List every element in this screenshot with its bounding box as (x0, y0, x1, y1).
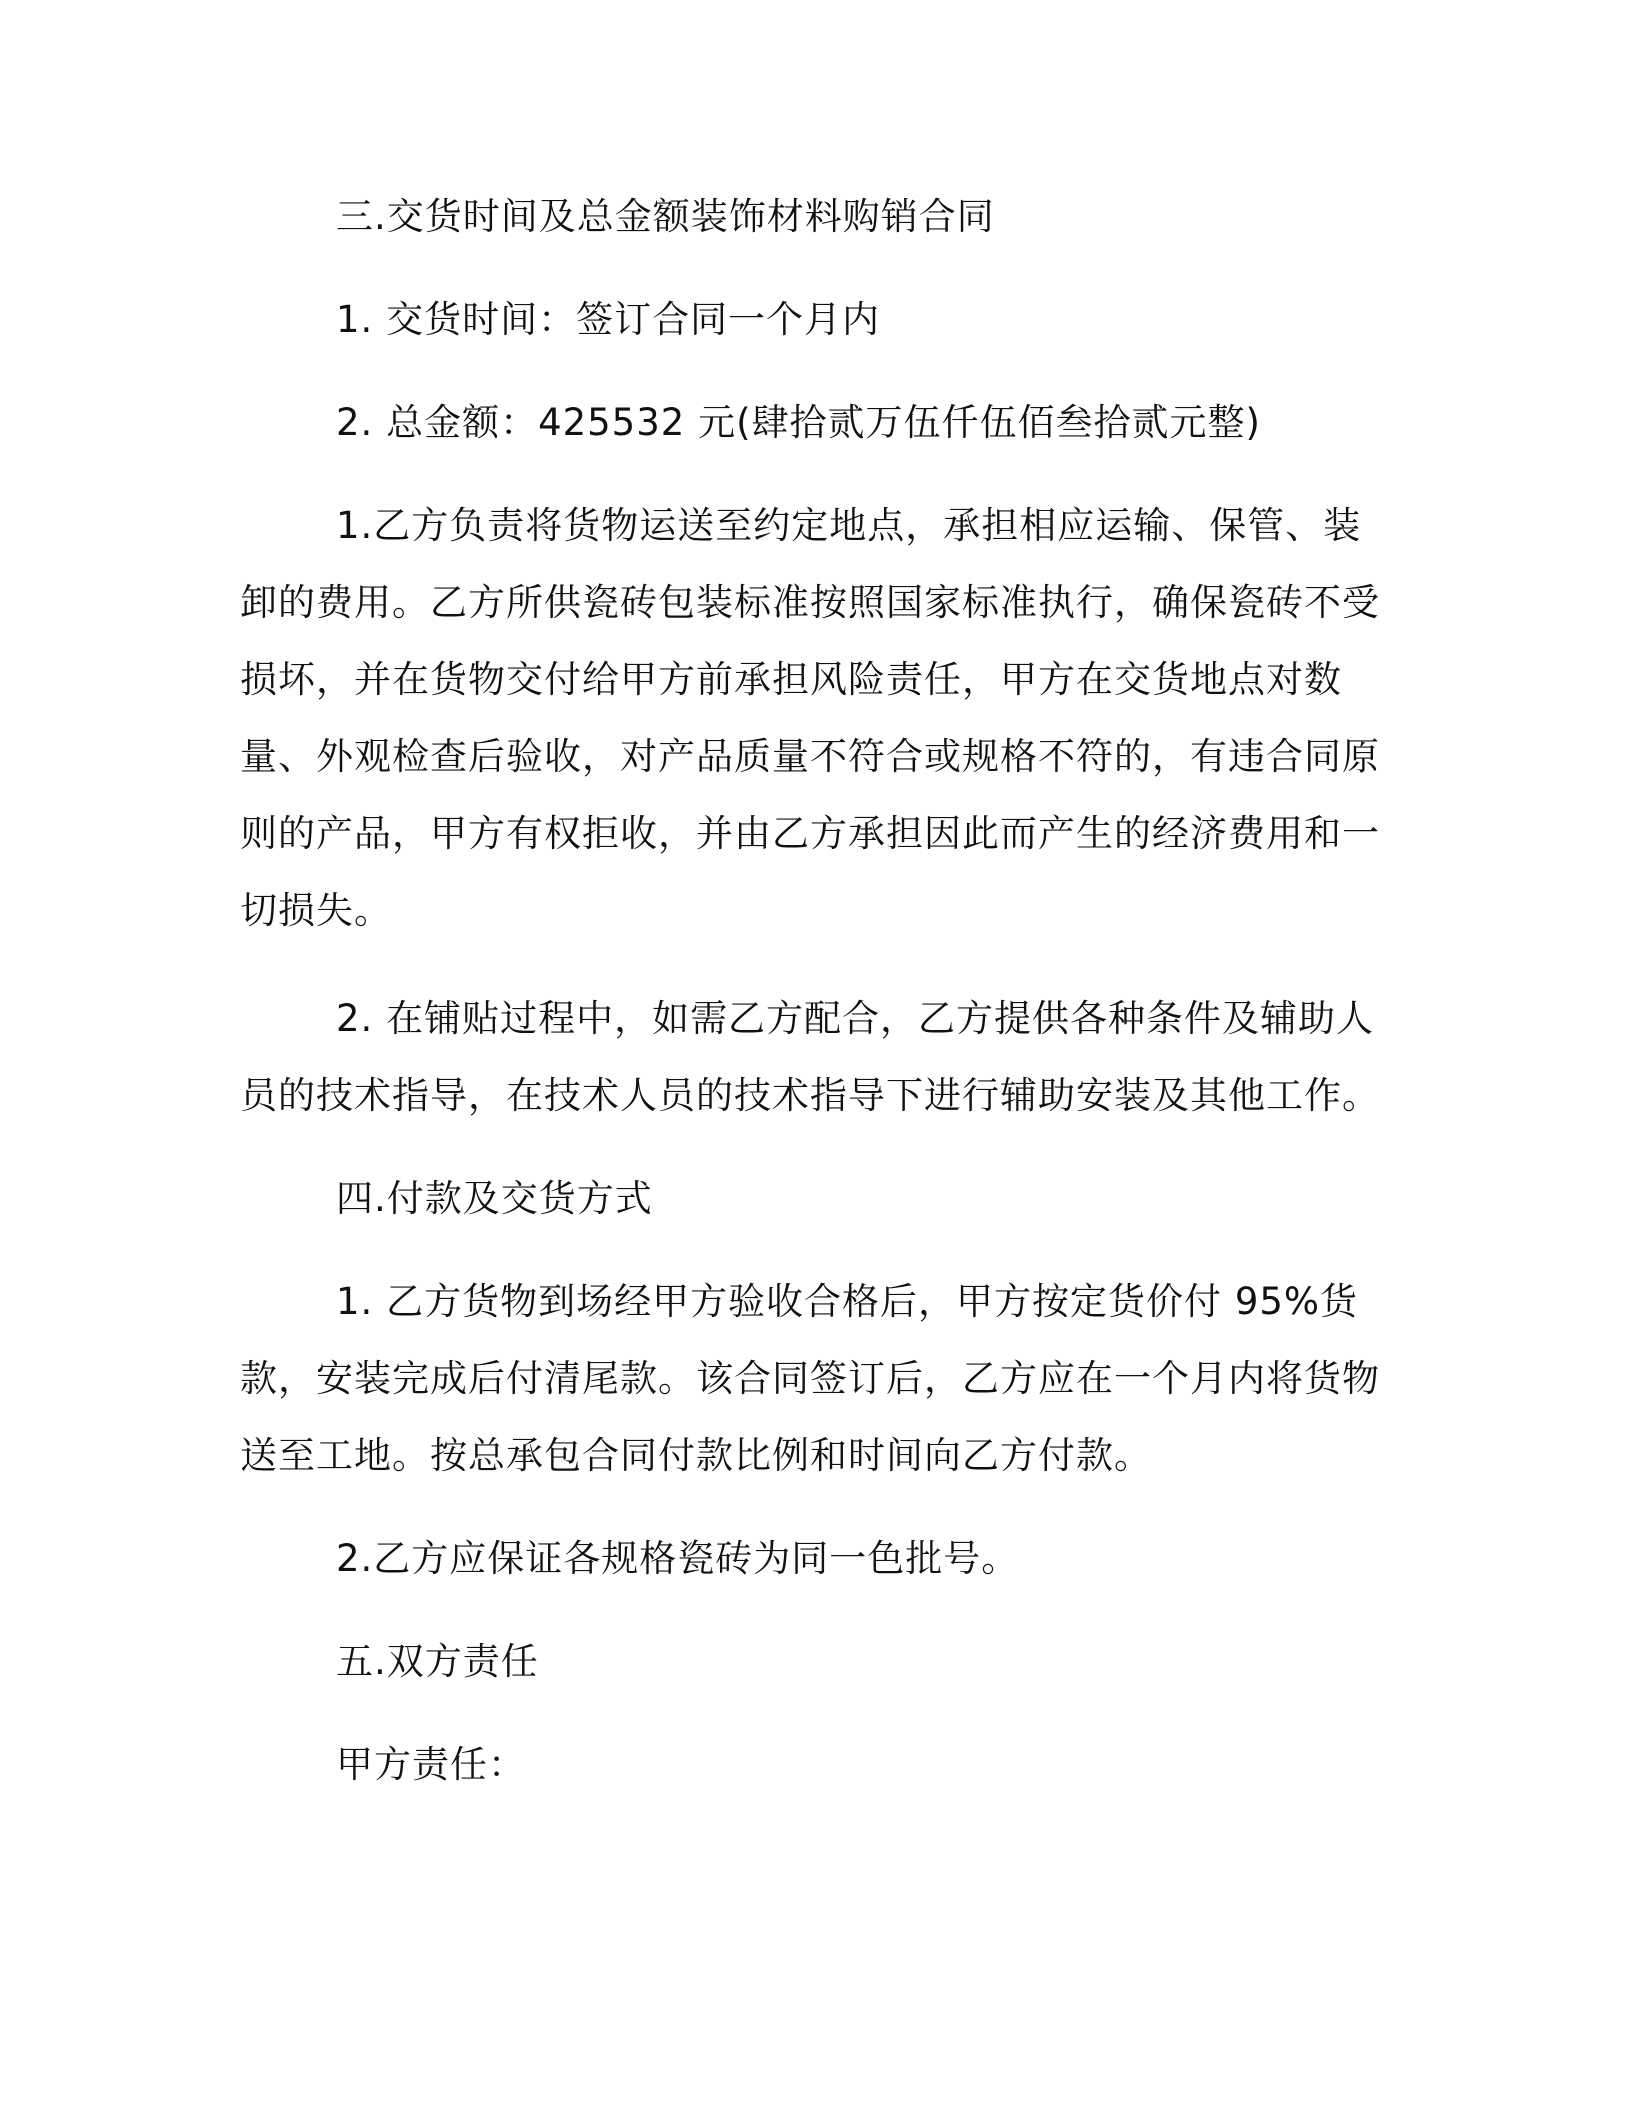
installation-support-paragraph: 2. 在铺贴过程中，如需乙方配合，乙方提供各种条件及辅助人员的技术指导，在技术人员的技术指导下进行辅助安装及其他工作。 (240, 997, 1380, 1117)
payment-terms-paragraph: 1. 乙方货物到场经甲方验收合格后，甲方按定货价付 95%货款，安装完成后付清尾款。该合同签订后，乙方应在一个月内将货物送至工地。按总承包合同付款比例和时间向乙方付款。 (240, 1280, 1380, 1477)
total-amount-line: 2. 总金额：425532 元(肆拾贰万伍仟伍佰叁拾贰元整) (336, 401, 1261, 444)
section-4-heading: 四.付款及交货方式 (336, 1177, 653, 1220)
delivery-time-line: 1. 交货时间：签订合同一个月内 (336, 298, 881, 341)
party-a-responsibility-heading: 甲方责任： (336, 1743, 526, 1786)
section-5-heading: 五.双方责任 (336, 1640, 539, 1683)
color-batch-clause: 2.乙方应保证各规格瓷砖为同一色批号。 (336, 1537, 1020, 1580)
delivery-responsibility-paragraph: 1.乙方负责将货物运送至约定地点，承担相应运输、保管、装卸的费用。乙方所供瓷砖包装标准按照国家标准执行，确保瓷砖不受损坏，并在货物交付给甲方前承担风险责任，甲方在交货地点对数量、外观检查后验收，对产品质量不符合或规格不符的，有违合同原则的产品，甲方有权拒收，并由乙方承担因此而产生的经济费用和一切损失。 (240, 504, 1380, 932)
section-3-heading: 三.交货时间及总金额装饰材料购销合同 (336, 195, 995, 238)
